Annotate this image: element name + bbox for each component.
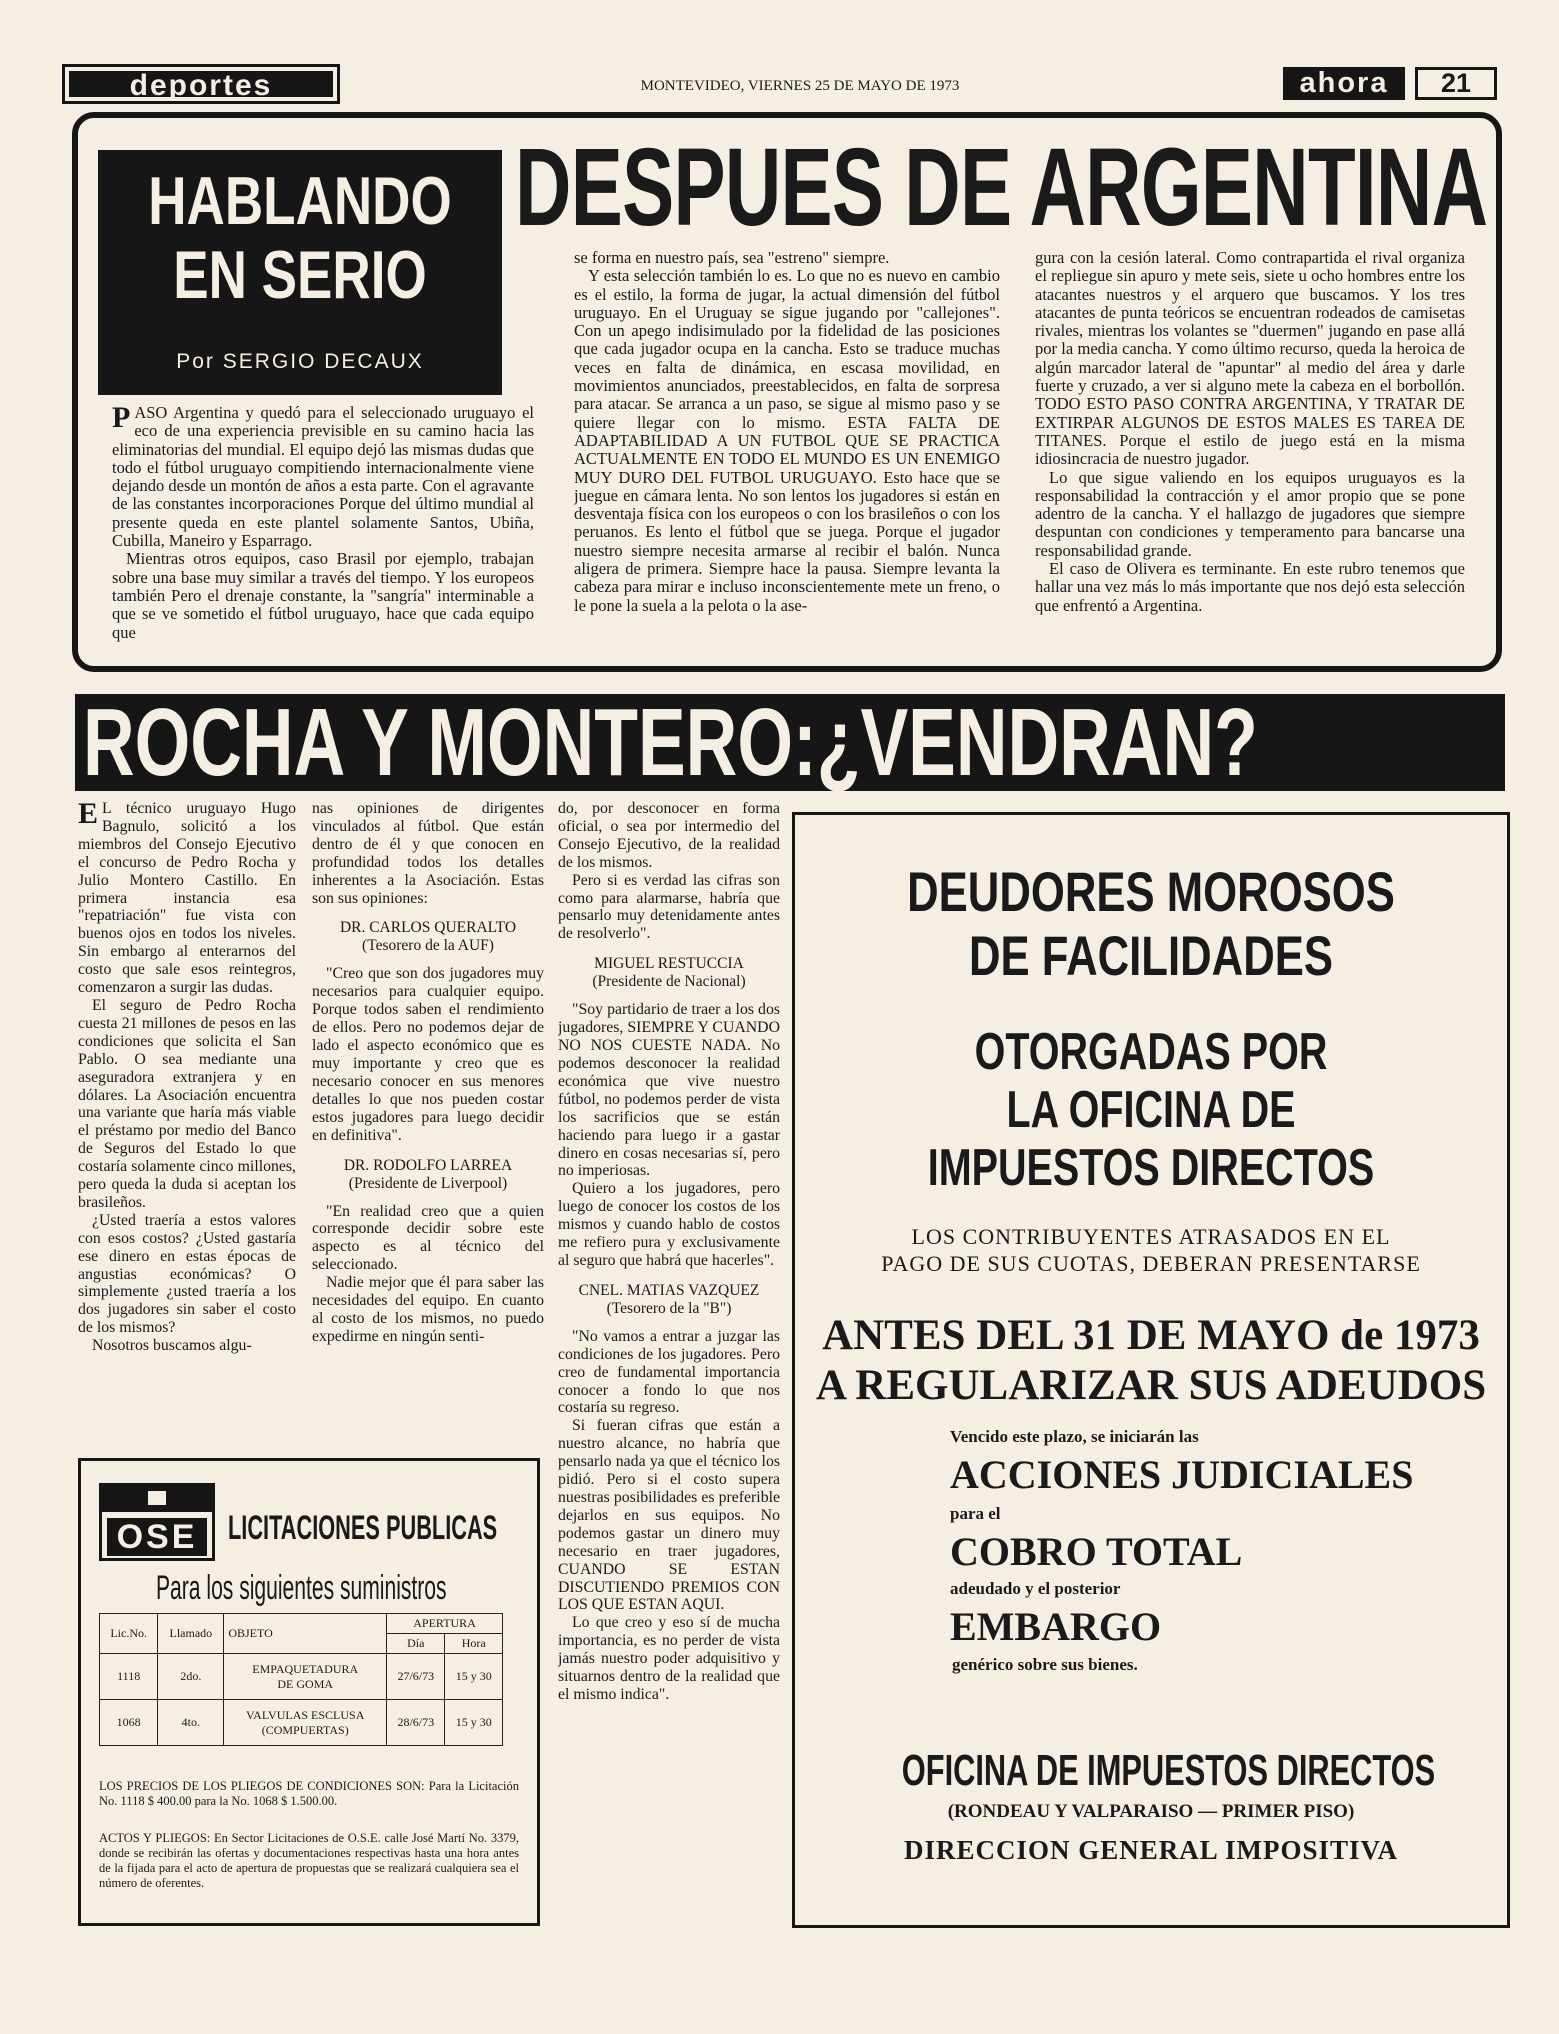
ose-subtitle: Para los siguientes suministros: [156, 1569, 447, 1607]
dgi-line-10: Vencido este plazo, se iniciarán las: [950, 1427, 1199, 1446]
table-row: 1118 2do. EMPAQUETADURA DE GOMA 27/6/73 15 y 30: [100, 1654, 503, 1700]
headline: DESPUES DE ARGENTINA: [515, 126, 1488, 249]
col-llamado: Llamado: [158, 1614, 224, 1654]
ose-prices-note: LOS PRECIOS DE LOS PLIEGOS DE CONDICIONES SON: Para la Licitación No. 1118 $ 400.00 para la No. 1068 $ 1.500.00.: [99, 1779, 519, 1808]
dgi-line-14: adeudado y el posterior: [950, 1579, 1121, 1598]
dgi-line-13: COBRO TOTAL: [950, 1529, 1243, 1574]
dgi-line-6: LOS CONTRIBUYENTES ATRASADOS EN EL: [911, 1224, 1391, 1249]
article-col-b: nas opiniones de dirigentes vinculados al fútbol. Que están dentro de él y que conocen en profundidad todos los detalles inherentes a la Asociación. Estas son sus opiniones: DR. CARLOS QUERALTO (Tesorero de la AUF) "Creo que son dos jugadores muy necesarios para cualquier equipo. Porque todos saben el rendimiento de ellos. Pero no podemos dejar de lado el aspecto económico que es muy importante y creo que es necesario conocer en sus menores detalles lo que nos pueden costar estos jugadores para luego decidir en definitiva". DR. RODOLFO LARREA (Presidente de Liverpool) "En realidad creo que a quien corresponde decidir sobre este aspecto es al técnico del seleccionado. Nadie mejor que él para saber las necesidades del equipo. En cuanto al costo de los mismos, no puedo expedirme en ningún senti-: [312, 800, 544, 1345]
ose-logo: OSE: [99, 1483, 215, 1561]
dateline: MONTEVIDEO, VIERNES 25 DE MAYO DE 1973: [640, 78, 960, 94]
page-number: 21: [1415, 67, 1497, 100]
section-banner: [62, 64, 340, 104]
col-dia: Día: [387, 1634, 445, 1654]
dgi-line-4: LA OFICINA DE: [1006, 1081, 1296, 1139]
kicker-box: [98, 150, 502, 395]
dgi-line-7: PAGO DE SUS CUOTAS, DEBERAN PRESENTARSE: [881, 1251, 1421, 1276]
kicker-title: HABLANDO EN SERIO: [148, 163, 452, 313]
ose-acts-note: ACTOS Y PLIEGOS: En Sector Licitaciones de O.S.E. calle José Martí No. 3379, donde se recibirán las ofertas y documentaciones respectivas hasta una hora antes de la fijada para el acto de apertura de propuestas que se realizará cualquiera sea el número de oferentes.: [99, 1831, 519, 1890]
dgi-line-19: DIRECCION GENERAL IMPOSITIVA: [903, 1835, 1399, 1865]
dgi-line-1: DEUDORES MOROSOS: [907, 860, 1395, 923]
dgi-line-3: OTORGADAS POR: [974, 1023, 1328, 1081]
dgi-line-8: ANTES DEL 31 DE MAYO de 1973: [822, 1312, 1480, 1359]
signature-queralto: DR. CARLOS QUERALTO (Tesorero de la AUF): [339, 919, 517, 955]
column-text-2: se forma en nuestro país, sea "estreno" siempre. Y esta selección también lo es. Lo que no es nuevo en cambio es el estilo, la forma de jugar, la actual dimensión del fútbol uruguayo. En el Uruguay se sigue jugando por "callejones". Con un apego indisimulado por la fidelidad de las posiciones que cada jugador ocupa en la cancha. Esto se traduce muchas veces en falta de dinámica, en escasa movilidad, en movimientos anunciados, preestablecidos, en falta de sorpresa para atacar. Se arranca a un paso, se sigue al mismo paso y se quiere llegar con lo mismo. ESTA FALTA DE ADAPTABILIDAD A UN FUTBOL QUE SE PRACTICA ACTUALMENTE EN TODO EL MUNDO ES UN ENEMIGO MUY DURO DEL FUTBOL URUGUAYO. Esto hace que se juegue en cámara lenta. No son lentos los jugadores si están en desventaja física con los europeos o con los brasileños o con los peruanos. Es lento el fútbol que se juega. Porque el jugador nuestro siempre necesita armarse al recibir el balón. Nunca aligera de primera. Siempre hace la pausa. Siempre levanta la cabeza para mirar e incluso inconscientemente mete un freno, o le pone la suela a la pelota o la ase-: [574, 249, 1000, 615]
dgi-line-11: ACCIONES JUDICIALES: [950, 1452, 1414, 1497]
col-objeto: OBJETO: [224, 1614, 387, 1654]
ose-table: [99, 1613, 503, 1746]
article-headline: ROCHA Y MONTERO:¿VENDRAN?: [83, 689, 1258, 796]
dgi-line-16: genérico sobre sus bienes.: [952, 1655, 1138, 1674]
dgi-line-9: A REGULARIZAR SUS ADEUDOS: [815, 1362, 1487, 1409]
section-label: deportes: [129, 69, 273, 102]
ose-title: LICITACIONES PUBLICAS: [228, 1509, 498, 1547]
paper-logo: ahora: [1283, 67, 1405, 100]
col-lic: Lic.No.: [100, 1614, 158, 1654]
article-col-a: E L técnico uruguayo Hugo Bagnulo, solicitó a los miembros del Consejo Ejecutivo el concurso de Pedro Rocha y Julio Montero Castillo. En primera instancia esa "repatriación" fue vista con buenos ojos en todos los niveles. Sin embargo al enterarnos del costo que sale esos reintegros, comenzaron a surgir las dudas. El seguro de Pedro Rocha cuesta 21 millones de pesos en las condiciones que solicita el San Pablo. O sea mediante una aseguradora extranjera y en dólares. La Asociación encuentra una variante que haría más viable el préstamo por medio del Banco de Seguros del Estado lo que costaría solamente cinco millones, pero queda la duda si aceptan los brasileños. ¿Usted traería a estos valores con esos costos? ¿Usted gastaría ese dinero en estas épocas de angustias económicas? O simplemente ¿usted traería a los dos jugadores sin saber el costo de los mismos? Nosotros buscamos algu-: [78, 800, 296, 1355]
column-text-1: PASO Argentina y quedó para el seleccionado uruguayo el eco de una experiencia previsible en su camino hacia las eliminatorias del mundial. El equipo dejó las mismas dudas que todo el fútbol uruguayo compitiendo internacionalmente viene dejando desde un montón de años a esta parte. Con el agravante de las constantes incorporaciones Porque del último mundial al presente queda en este plantel solamente Santos, Ubiña, Cubilla, Maneiro y Esparrago. Mientras otros equipos, caso Brasil por ejemplo, trabajan sobre una base muy similar a través del tiempo. Y los europeos también Pero el drenaje constante, la "sangría" interminable a que se ve sometido el fútbol uruguayo, hace que cada equipo que: [112, 404, 534, 642]
dgi-line-12: para el: [950, 1504, 1001, 1523]
column-text-3: gura con la cesión lateral. Como contrapartida el rival organiza el repliegue sin apuro y mete seis, siete u ocho hombres entre los atacantes nuestros y el arquero que buscamos. Y los tres atacantes de punta teóricos se encuentran rodeados de camisetas rivales, mientras los volantes se "duermen" jugando en pase allá por la media cancha. Y como último recurso, queda la heroica de algún marcador lateral de "apuntar" al medio del área y darle fuerte y cruzado, a ver si alguno mete la cabeza en el borbollón. TODO ESTO PASO CONTRA ARGENTINA, Y TRATAR DE EXTIRPAR ALGUNOS DE ESTOS MALES ES TAREA DE TITANES. Porque el estilo de juego está en la misma idiosincracia de nuestro jugador. Lo que sigue valiendo en los equipos uruguayos es la responsabilidad la contracción y el amor propio que se pone adentro de la cancha. Y el hallazgo de jugadores que siempre despuntan con condiciones y temperamento para bancarse una responsabilidad grande. El caso de Olivera es terminante. En este rubro tenemos que hallar una vez más lo más importante que nos dejó esta selección que enfrentó a Argentina.: [1035, 249, 1465, 615]
dgi-line-2: DE FACILIDADES: [968, 924, 1334, 987]
signature-restuccia: MIGUEL RESTUCCIA (Presidente de Nacional): [592, 955, 746, 991]
dgi-ad: [792, 812, 1510, 1928]
dgi-line-18: (RONDEAU Y VALPARAISO — PRIMER PISO): [947, 1801, 1355, 1822]
signature-vazquez: CNEL. MATIAS VAZQUEZ (Tesorero de la "B"): [578, 1281, 760, 1317]
dropcap: P: [112, 404, 131, 434]
table-row: 1068 4to. VALVULAS ESCLUSA (COMPUERTAS) 28/6/73 15 y 30: [100, 1700, 503, 1746]
dgi-line-5: IMPUESTOS DIRECTOS: [927, 1139, 1375, 1197]
headline-banner: [75, 689, 1505, 796]
col-apertura: APERTURA: [387, 1614, 503, 1634]
dropcap: E: [78, 800, 99, 830]
col-hora: Hora: [445, 1634, 503, 1654]
dgi-line-15: EMBARGO: [950, 1604, 1162, 1649]
dgi-line-17: OFICINA DE IMPUESTOS DIRECTOS: [901, 1746, 1436, 1795]
signature-larrea: DR. RODOLFO LARREA (Presidente de Liverpool): [343, 1156, 513, 1192]
ose-logo-mark-icon: [148, 1491, 166, 1505]
byline: Por SERGIO DECAUX: [176, 350, 424, 373]
ose-ad: [78, 1458, 540, 1926]
article-col-c: do, por desconocer en forma oficial, o sea por intermedio del Consejo Ejecutivo, de la realidad de los mismos. Pero si es verdad las cifras son como para alarmarse, habría que pensarlo muy detenidamente antes de resolverlo". MIGUEL RESTUCCIA (Presidente de Nacional) "Soy partidario de traer a los dos jugadores, SIEMPRE Y CUANDO NO NOS CUESTE NADA. No podemos desconocer la realidad económica que vive nuestro fútbol, no podemos perder de vista los sacrificios que se están haciendo para luego ir a gastar dinero en cosas necesarias sí, pero no imperiosas. Quiero a los jugadores, pero luego de conocer los costos de los mismos y cuando hablo de costos me refiero pura y exclusivamente al seguro que habrá que hacerles". CNEL. MATIAS VAZQUEZ (Tesorero de la "B") "No vamos a entrar a juzgar las condiciones de los jugadores. Pero creo de fundamental importancia conocer a fondo lo que nos costaría su regreso. Si fueran cifras que están a nuestro alcance, no habría que pensarlo nada ya que el técnico los pidió. Pero si el costo supera nuestras posibilidades es preferible dejarlos en sus equipos. No podemos gastar un dinero muy necesario en traer jugadores, CUANDO SE ESTAN DISCUTIENDO PREMIOS CON LOS QUE ESTAN AQUI. Lo que creo y eso sí de mucha importancia, es no perder de vista jamás nuestro poder adquisitivo y situarnos dentro de la realidad que el mismo indica".: [558, 800, 780, 1703]
